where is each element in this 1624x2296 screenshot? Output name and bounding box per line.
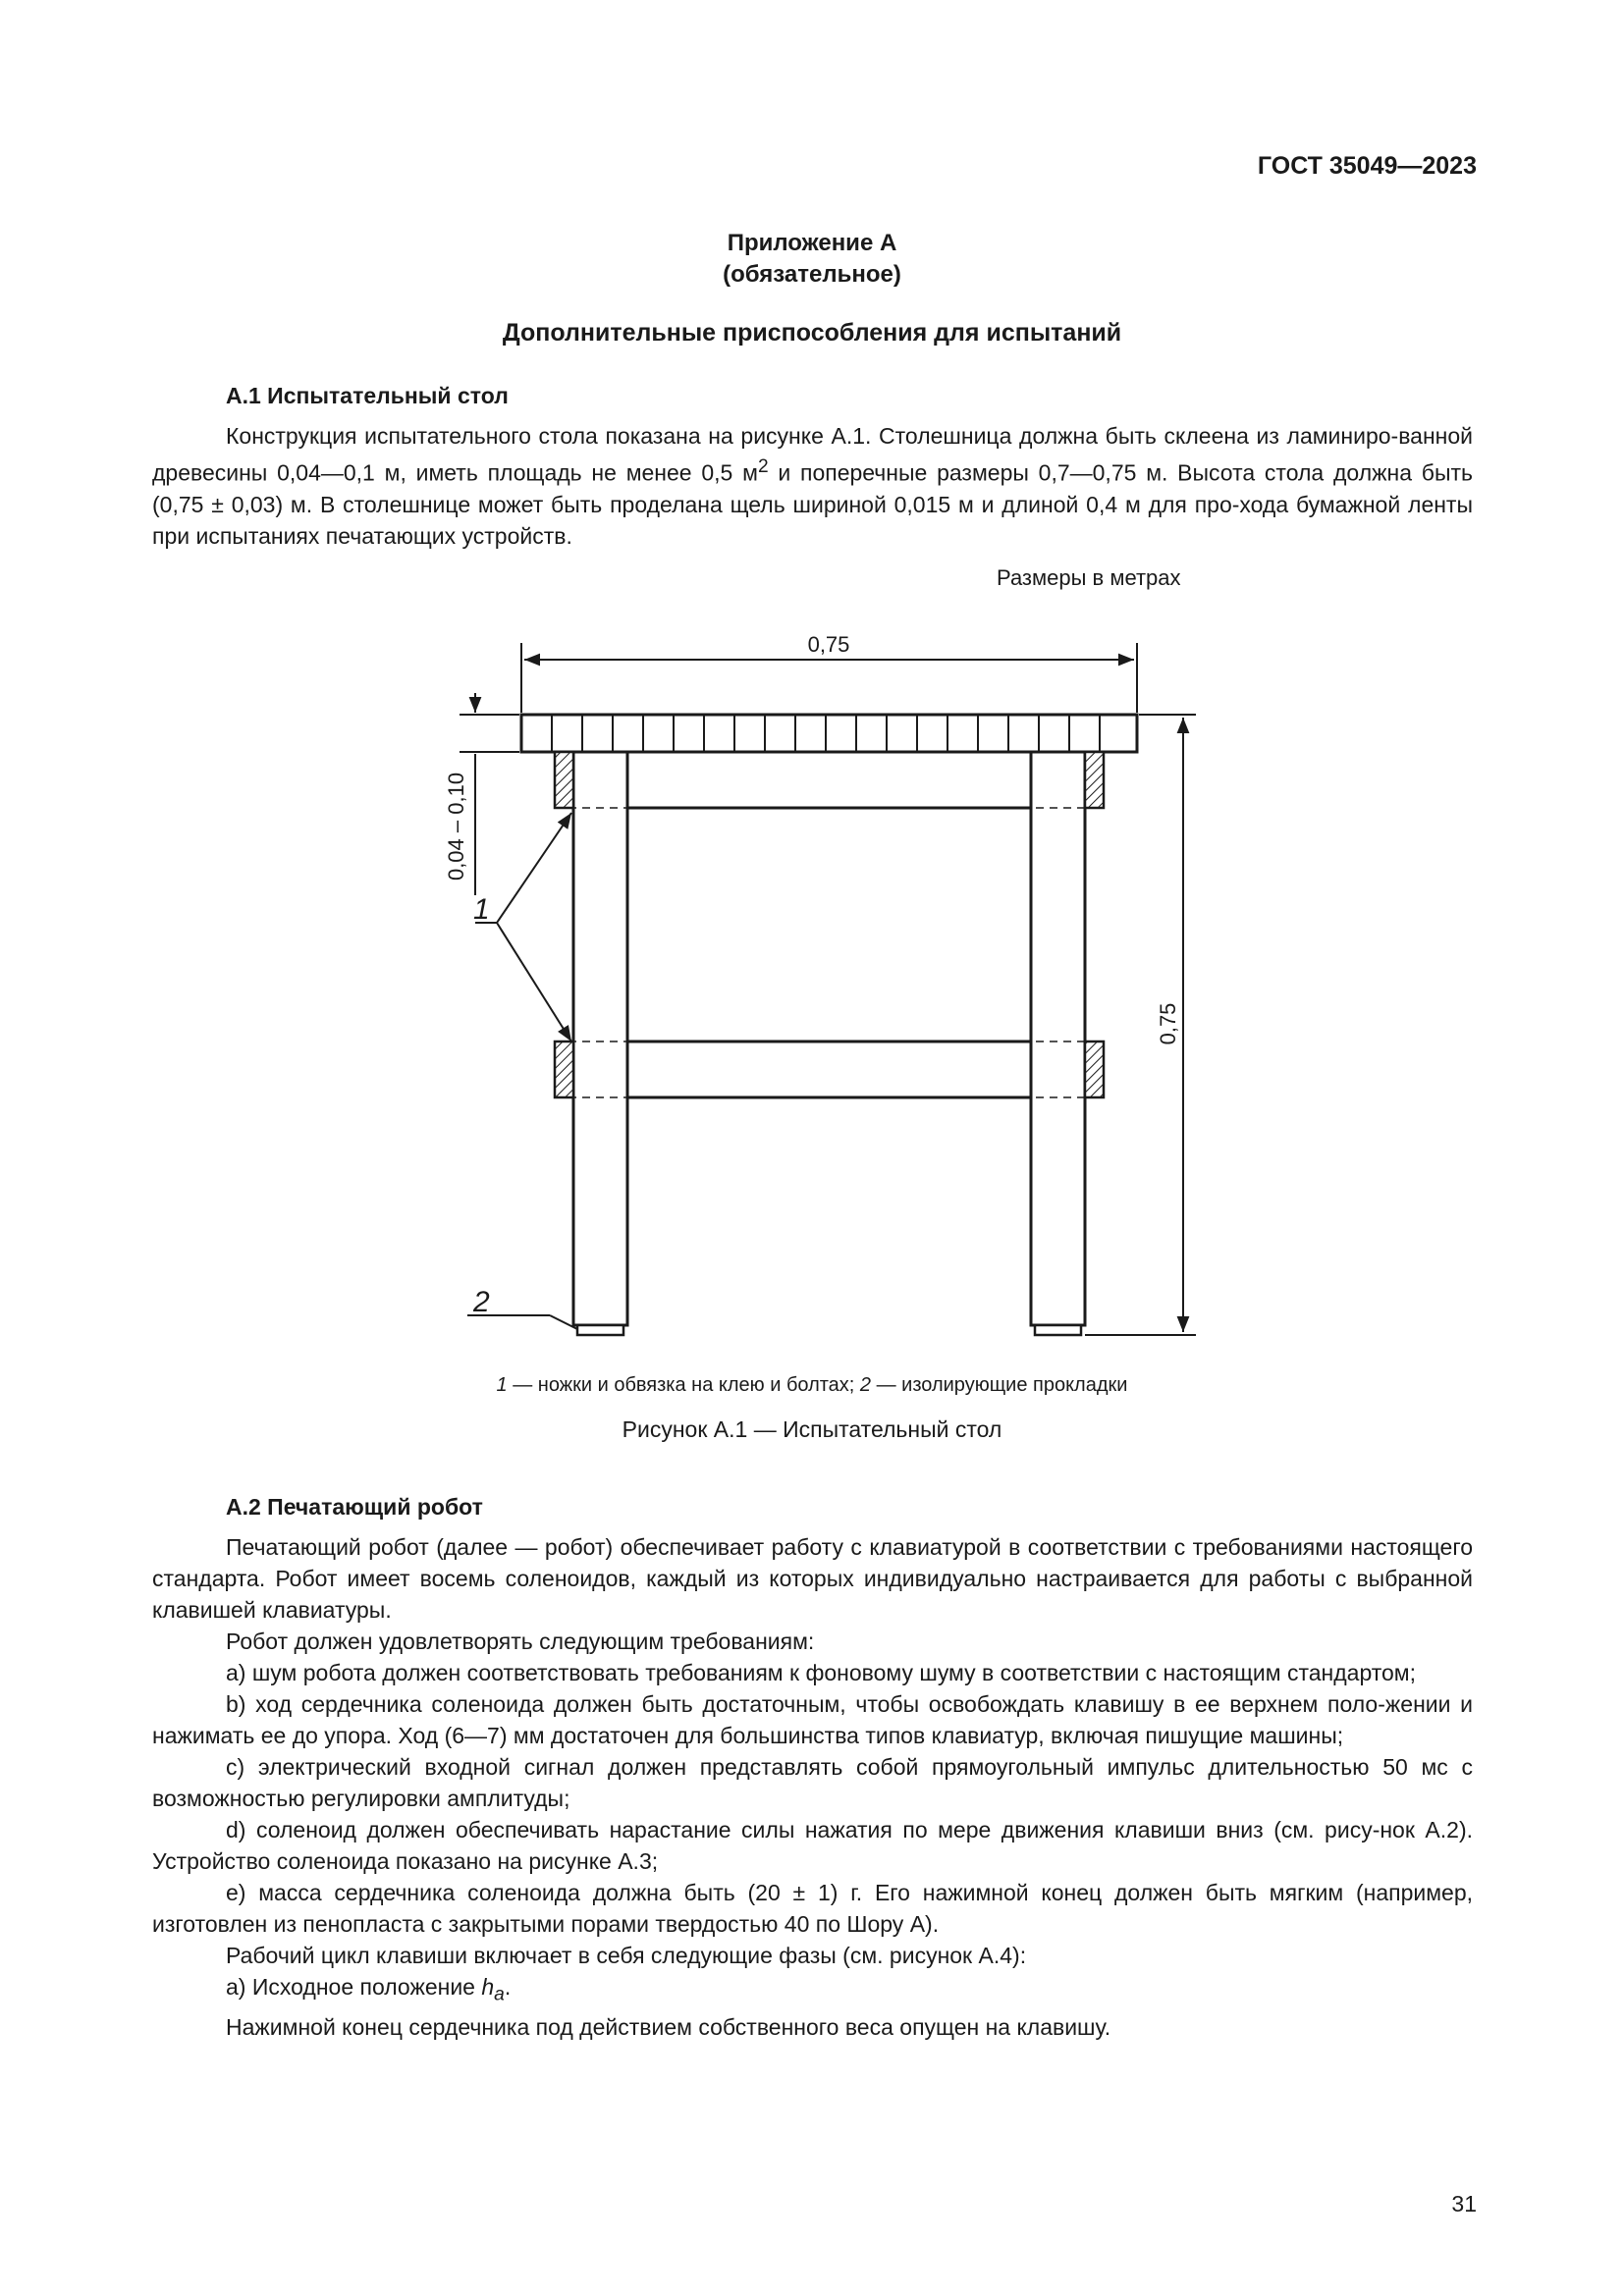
annex-status: (обязательное) [723, 261, 901, 288]
a2-phase-a [152, 1971, 1473, 2011]
units-note: Размеры в метрах [997, 565, 1181, 590]
figure-caption: Рисунок А.1 — Испытательный стол [622, 1416, 1002, 1442]
standard-number: ГОСТ 35049—2023 [1257, 152, 1477, 180]
dim-height-label: 0,75 [1156, 1002, 1180, 1045]
a2-item-d: d) соленоид должен обеспечивать нарастание силы нажатия по мере движения клавиши вниз (см. рису-нок А.2). Устройство соленоида показано на рисунке А.3; [152, 1817, 1473, 1874]
a2-item-a: a) шум робота должен соответствовать требованиям к фоновому шуму в соответствии с настоящим стандартом; [226, 1660, 1417, 1685]
table-rails [627, 752, 1031, 1097]
superscript-2: 2 [757, 456, 769, 477]
dim-top-label: 0,04 – 0,10 [444, 772, 468, 881]
legend-2-num: 2 [859, 1374, 872, 1396]
legend-1-num: 1 [496, 1374, 508, 1396]
a2-paragraph-1: Печатающий робот (далее — робот) обеспечивает работу с клавиатурой в соответствии с требованиями настоящего стандарта. Робот имеет восемь соленоидов, каждый из которых индивидуально настраивается для работы с выбранной клавишей клавиатуры. [152, 1534, 1473, 1623]
phase-a-var: h [481, 1974, 495, 2000]
annex-heading: Дополнительные приспособления для испытаний [502, 319, 1122, 347]
section-a2-body [152, 1531, 1473, 2043]
a2-item-b: b) ход сердечника соленоида должен быть достаточным, чтобы освобождать клавишу в ее верхнем поло-жении и нажимать ее до упора. Ход (6—7) мм достаточен для большинства типов клавиатур, включая пишущие машины; [152, 1691, 1473, 1748]
legend-2-text: — изолирующие прокладки [871, 1374, 1128, 1396]
tabletop [521, 715, 1137, 752]
annex-title: Приложение А [727, 230, 897, 256]
callout-2: 2 [473, 1286, 490, 1318]
callout-1: 1 [473, 893, 490, 926]
section-a1-text-a: Конструкция испытательного стола показана на рисунке А.1. Столешница должна быть склеена из ламиниро-ванной древесины 0,04—0,1 м, иметь площадь не менее 0,5 м [152, 423, 1473, 486]
insulating-pads [577, 1325, 1081, 1335]
section-a1-heading: А.1 Испытательный стол [226, 383, 509, 408]
a2-paragraph-4: Нажимной конец сердечника под действием собственного веса опущен на клавишу. [226, 2013, 1111, 2040]
legend-1-text: — ножки и обвязка на клею и болтах; [507, 1374, 860, 1396]
a2-item-e: e) масса сердечника соленоида должна быть (20 ± 1) г. Его нажимной конец должен быть мягким (например, изготовлен из пенопласта с закрытыми порами твердостью 40 по Шору А). [152, 1880, 1473, 1937]
section-a1-text-b: и поперечные размеры 0,7—0,75 м. Высота стола должна быть (0,75 ± 0,03) м. В столешнице может быть проделана щель шириной 0,015 м и длиной 0,4 м для про-хода бумажной ленты при испытаниях печатающих устройств. [152, 459, 1473, 549]
dim-width-label: 0,75 [807, 632, 850, 657]
a2-paragraph-3: Рабочий цикл клавиши включает в себя следующие фазы (см. рисунок А.4): [226, 1943, 1027, 1968]
figure-legend [0, 1374, 1624, 1397]
phase-a-sub: a [494, 1984, 505, 2005]
phase-a-end: . [504, 1974, 512, 2000]
page-number: 31 [1451, 2191, 1477, 2216]
dimension-top-thickness [460, 693, 519, 895]
phase-a-text: а) Исходное положение [226, 1974, 482, 2000]
section-a2-heading: А.2 Печатающий робот [226, 1494, 483, 1520]
table-legs [573, 752, 1085, 1325]
a2-paragraph-2: Робот должен удовлетворять следующим требованиям: [226, 1629, 815, 1654]
a2-item-c: c) электрический входной сигнал должен представлять собой прямоугольный импульс длительностью 50 мс с возможностью регулировки амплитуды; [152, 1754, 1473, 1811]
